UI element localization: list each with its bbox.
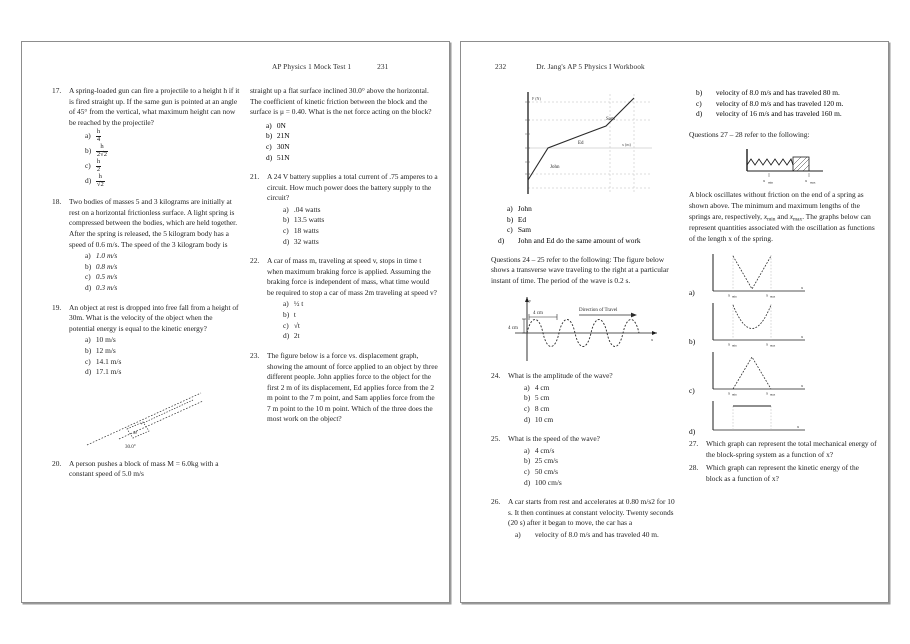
wavelength-label: 4 cm <box>533 311 543 317</box>
question-stem: What is the amplitude of the wave? <box>508 371 613 381</box>
folio-right: 232 <box>495 62 507 71</box>
fraction-denominator: √2 <box>96 180 104 188</box>
choice-b[interactable] <box>524 456 679 467</box>
choice-text: 18 watts <box>293 226 319 236</box>
choice-d[interactable] <box>85 174 240 189</box>
choice-label: d) <box>85 367 92 377</box>
choice-list <box>267 205 438 248</box>
choice-c[interactable] <box>85 272 240 283</box>
svg-text:max: max <box>770 294 776 299</box>
x-min-tick: x <box>728 341 731 347</box>
block-spring-figure <box>689 147 877 185</box>
fraction <box>96 159 101 174</box>
left-page-column-2 <box>250 86 438 434</box>
choice-d[interactable] <box>696 109 877 120</box>
question-number: 28. <box>689 463 699 473</box>
question-number: 18. <box>52 197 62 207</box>
choice-d[interactable] <box>266 153 438 164</box>
fraction-numerator: h <box>98 172 102 180</box>
x-min-inline: x <box>763 211 768 221</box>
inclined-plane-svg <box>81 387 211 453</box>
choice-a[interactable] <box>266 121 438 132</box>
choice-text: 17.1 m/s <box>95 367 122 377</box>
x-axis-label: x <box>797 424 800 430</box>
choice-list <box>508 383 679 426</box>
choice-c[interactable] <box>524 467 679 478</box>
choice-label: a) <box>524 382 530 392</box>
fraction <box>96 129 101 144</box>
choice-text: 0N <box>276 120 286 130</box>
choice-c[interactable] <box>507 225 679 236</box>
choice-label: a) <box>283 204 289 214</box>
question-number: 22. <box>250 256 260 266</box>
left-page-column-1 <box>52 86 240 489</box>
choice-text: velocity of 8.0 m/s and has traveled 120 m. <box>715 98 844 108</box>
folio-left: 231 <box>377 62 389 71</box>
choice-text: √t <box>293 320 300 330</box>
fraction-numerator: h <box>100 142 104 150</box>
choice-label: d) <box>283 331 290 341</box>
incline-angle-label: 30.0° <box>125 444 136 450</box>
choice-label: a) <box>85 131 91 141</box>
question-stem: The figure below is a force vs. displacement graph, showing the amount of force applied to an object by three different people. John applies force to the object for the first 2 m of its displacement, Ed applies force from the 2 m point to the 7 m point, and Sam applies force from the 7 m point to the 10 m point. Which of the three does the most work on the object? <box>267 351 438 424</box>
choice-label: c) <box>85 272 91 282</box>
series-label-sam: Sam <box>606 117 615 122</box>
fraction-numerator: h <box>96 157 101 165</box>
x-axis-tick-label: x (m) <box>622 142 631 147</box>
choice-text: 0.5 m/s <box>95 272 118 282</box>
choice-text: 4 cm/s <box>534 445 555 455</box>
answer-graph-b-label: b) <box>689 337 696 347</box>
choice-text: 13.5 watts <box>293 215 325 225</box>
choice-label: b) <box>283 310 290 320</box>
choice-c[interactable] <box>85 159 240 174</box>
choice-b[interactable] <box>696 88 877 99</box>
running-head-right <box>495 62 645 71</box>
choice-a[interactable] <box>524 446 679 457</box>
choice-list <box>69 335 240 378</box>
choice-text: 1.0 m/s <box>95 251 118 261</box>
choice-c[interactable] <box>266 142 438 153</box>
x-max-tick: x <box>766 292 769 298</box>
block-mass-label: M <box>133 429 137 435</box>
x-axis-label: x <box>801 334 804 340</box>
answer-graph-d-row[interactable] <box>689 398 877 438</box>
question-number: 17. <box>52 86 62 95</box>
choice-label: a) <box>507 204 513 213</box>
answer-graph-d-svg <box>701 398 811 438</box>
question-number: 21. <box>250 172 260 182</box>
x-max-tick: x <box>766 341 769 347</box>
questions-27-28-lead: Questions 27 – 28 refer to the following: <box>689 129 810 139</box>
block-spring-svg <box>723 147 843 185</box>
choice-d[interactable] <box>498 235 679 247</box>
page-right <box>460 41 889 603</box>
choice-label: c) <box>507 225 513 235</box>
question-28 <box>689 463 877 484</box>
choice-c[interactable] <box>524 404 679 415</box>
running-head-title: Dr. Jang's AP 5 Physics I Workbook <box>536 62 645 71</box>
choice-label: d) <box>283 236 290 246</box>
question-stem: A 24 V battery supplies a total current of .75 amperes to a circuit. How much power does the battery supply to the circuit? <box>267 172 438 203</box>
question-number: 19. <box>52 302 62 312</box>
choice-list <box>69 251 240 294</box>
answer-graph-a-label: a) <box>689 288 695 298</box>
choice-text: velocity of 8.0 m/s and has traveled 40 m. <box>534 530 659 539</box>
choice-a[interactable] <box>507 204 679 215</box>
x-max-tick: x <box>766 390 769 396</box>
choice-label: c) <box>266 141 272 151</box>
question-stem: Which graph can represent the kinetic energy of the block as a function of x? <box>706 463 859 483</box>
question-26-choices-continued <box>689 88 877 120</box>
choice-label: c) <box>283 320 289 330</box>
x-axis-label: x <box>801 383 804 389</box>
series-label-ed: Ed <box>578 141 584 146</box>
choice-label: b) <box>85 261 92 271</box>
choice-list <box>508 446 679 489</box>
page-left <box>21 41 450 603</box>
choice-text: 21N <box>276 131 290 141</box>
choice-text: 2t <box>293 331 300 341</box>
choice-list <box>267 299 438 342</box>
choice-label: d) <box>524 477 531 487</box>
choice-text: 30N <box>276 141 290 151</box>
x-axis-label: x <box>801 285 804 291</box>
choice-list <box>69 129 240 188</box>
choice-c[interactable] <box>283 321 438 332</box>
question-24 <box>491 371 679 425</box>
transverse-wave-figure <box>491 293 679 365</box>
fraction-denominator: 2 <box>96 165 101 173</box>
choice-b[interactable] <box>85 262 240 273</box>
desc-part-2: . The graphs below can represent quantities associated with the oscillation as functions of the length x of the spring. <box>689 211 875 243</box>
choice-text: 12 m/s <box>95 345 116 355</box>
question-stem: What is the speed of the wave? <box>508 434 600 444</box>
x-min-subscript: min <box>768 180 773 185</box>
choice-text: 32 watts <box>293 236 319 246</box>
choice-text: .04 watts <box>293 204 321 214</box>
question-stem: A person pushes a block of mass M = 6.0kg with a constant speed of 5.0 m/s <box>69 458 219 479</box>
choice-text: 10 cm <box>534 414 554 424</box>
choice-b[interactable] <box>283 215 438 226</box>
question-20-choices <box>250 121 438 164</box>
question-21 <box>250 172 438 247</box>
question-number: 27. <box>689 439 699 449</box>
question-23 <box>250 351 438 425</box>
question-number: 20. <box>52 458 62 468</box>
desc-part-1: A block oscillates without friction on the end of a spring as shown above. The minimum and maximum lengths of the springs are, respectively, <box>689 190 864 221</box>
choice-text: 50 cm/s <box>534 467 559 477</box>
answer-graph-b-row[interactable] <box>689 300 877 348</box>
choice-label: c) <box>283 226 289 236</box>
choice-text: John and Ed do the same amount of work <box>517 235 641 245</box>
choice-text: 4 cm <box>534 382 550 392</box>
choice-b[interactable] <box>85 144 240 159</box>
choice-label: a) <box>515 530 521 539</box>
amplitude-label: 4 cm <box>508 326 518 332</box>
choice-label: d) <box>266 152 273 162</box>
choice-label: b) <box>696 88 703 97</box>
svg-text:min: min <box>732 343 737 348</box>
x-min-sub-inline: min <box>767 215 776 222</box>
x-max-subscript: max <box>810 180 816 185</box>
answer-graph-a-row[interactable] <box>689 251 877 299</box>
question-17 <box>52 86 240 188</box>
question-number: 23. <box>250 351 260 361</box>
answer-graph-a-svg <box>701 251 811 299</box>
choice-text: 0.8 m/s <box>95 261 118 271</box>
x-min-tick: x <box>728 390 731 396</box>
choice-a[interactable] <box>283 299 438 310</box>
choice-a[interactable] <box>85 335 240 346</box>
choice-text: 25 cm/s <box>534 456 559 466</box>
choice-a[interactable] <box>283 205 438 216</box>
choice-a[interactable] <box>515 530 679 541</box>
choice-text: 0.3 m/s <box>95 282 118 292</box>
choice-a[interactable] <box>85 251 240 262</box>
question-18 <box>52 197 240 293</box>
running-head-title: AP Physics 1 Mock Test 1 <box>272 62 352 71</box>
question-25 <box>491 434 679 488</box>
choice-text: John <box>517 204 532 213</box>
fraction-denominator: 2√2 <box>96 150 108 158</box>
choice-b[interactable] <box>507 215 679 226</box>
question-stem: A spring-loaded gun can fire a projectile to a height h if it is fired straight up. If the same gun is pointed at an angle of 45° from the vertical, what maximum height can now be reached by the projectile? <box>69 86 240 127</box>
question-26 <box>491 497 679 540</box>
choice-label: c) <box>696 98 702 108</box>
choice-text: t <box>293 310 296 320</box>
choice-label: d) <box>85 175 92 185</box>
fraction-numerator: h <box>96 128 101 136</box>
choice-label: d) <box>85 282 92 292</box>
block-spring-description <box>689 190 877 244</box>
choice-d[interactable] <box>283 237 438 248</box>
question-19 <box>52 303 240 378</box>
question-stem: A car of mass m, traveling at speed v, stops in time t when maximum braking force is applied. Assuming the braking force is independent of mass, what time would be required to stop a car of mass 2m traveling at speed v? <box>267 256 437 297</box>
choice-c[interactable] <box>85 357 240 368</box>
choice-d[interactable] <box>524 415 679 426</box>
choice-text: velocity of 8.0 m/s and has traveled 80 m. <box>715 88 840 97</box>
svg-text:min: min <box>732 392 737 397</box>
choice-label: a) <box>283 299 289 309</box>
choice-d[interactable] <box>524 478 679 489</box>
choice-b[interactable] <box>524 393 679 404</box>
question-20-continuation: straight up a flat surface inclined 30.0° above the horizontal. The coefficient of kinetic friction between the block and the surface is μ = 0.40. What is the net force acting on the block? <box>250 86 432 117</box>
question-22 <box>250 256 438 342</box>
choice-c[interactable] <box>283 226 438 237</box>
question-stem: A car starts from rest and accelerates at 0.80 m/s2 for 10 s. It then continues at constant velocity. Twenty seconds (20 s) after it began to move, the car has a <box>508 497 675 528</box>
choice-label: d) <box>696 109 703 119</box>
choice-d[interactable] <box>283 331 438 342</box>
answer-graph-c-row[interactable] <box>689 349 877 397</box>
svg-text:max: max <box>770 392 776 397</box>
x-max-sub-inline: max <box>793 215 803 222</box>
x-max-inline: x <box>789 211 794 221</box>
choice-text: 8 cm <box>534 404 550 413</box>
choice-label: b) <box>283 215 290 225</box>
choice-label: a) <box>524 445 530 455</box>
choice-b[interactable] <box>266 131 438 142</box>
choice-b[interactable] <box>283 310 438 321</box>
x-min-label: x <box>763 178 766 184</box>
choice-label: b) <box>85 145 92 155</box>
choice-label: c) <box>524 404 530 413</box>
choice-label: b) <box>507 214 514 224</box>
choice-text: Ed <box>517 214 527 224</box>
answer-graph-c-label: c) <box>689 386 695 396</box>
choice-list <box>508 530 679 541</box>
choice-label: c) <box>85 356 91 366</box>
choice-label: b) <box>85 345 92 355</box>
question-stem: An object at rest is dropped into free fall from a height of 30m. What is the velocity of the object when the potential energy is equal to the kinetic energy? <box>69 302 239 333</box>
choice-label: d) <box>498 235 505 245</box>
question-number: 24. <box>491 371 501 381</box>
desc-mid: and <box>775 211 790 221</box>
choice-label: b) <box>524 393 531 403</box>
choice-text: 100 cm/s <box>534 477 562 487</box>
fraction <box>96 174 105 189</box>
choice-text: ½ t <box>293 299 304 309</box>
right-page-column-1 <box>491 86 679 550</box>
running-head-left <box>272 62 388 71</box>
choice-d[interactable] <box>85 283 240 294</box>
x-axis-label: x <box>651 337 654 343</box>
y-axis-label: y <box>529 298 532 304</box>
question-number: 25. <box>491 434 501 444</box>
force-vs-displacement-svg <box>510 88 660 198</box>
choice-b[interactable] <box>85 346 240 357</box>
answer-graph-d-label: d) <box>689 427 696 437</box>
choice-text: 10 m/s <box>95 335 116 345</box>
choice-label: a) <box>85 335 91 345</box>
answer-graph-b-svg <box>701 300 811 348</box>
y-axis-tick-label: F (N) <box>532 96 541 101</box>
answer-graph-c-svg <box>701 349 811 397</box>
choice-label: c) <box>524 467 530 477</box>
choice-label: c) <box>85 160 91 170</box>
inclined-plane-figure <box>52 387 240 453</box>
question-27 <box>689 439 877 460</box>
choice-text: velocity of 16 m/s and has traveled 160 m. <box>715 109 842 119</box>
question-23-choices <box>491 204 679 247</box>
series-label-john: John <box>550 165 560 170</box>
choice-text: 51N <box>276 152 290 162</box>
choice-c[interactable] <box>696 98 877 110</box>
question-stem: Two bodies of masses 5 and 3 kilograms are initially at rest on a horizontal frictionless surface. A light spring is compressed between the bodies, which are held together. After the spring is released, the 5 kilogram body has a speed of 0.6 m/s. The speed of the 3 kilogram body is <box>69 197 238 249</box>
direction-of-travel-label: Direction of Travel <box>579 308 618 314</box>
choice-text: 14.1 m/s <box>95 356 122 366</box>
force-displacement-figure <box>491 88 679 198</box>
choice-label: d) <box>524 414 531 424</box>
choice-label: b) <box>524 456 531 466</box>
svg-text:min: min <box>732 294 737 299</box>
choice-label: a) <box>85 251 91 261</box>
choice-label: b) <box>266 131 273 141</box>
questions-24-25-lead: Questions 24 – 25 refer to the following: The figure below shows a transverse wave traveling to the right at a particular instant of time. The period of the wave is 0.2 s. <box>491 254 669 285</box>
choice-d[interactable] <box>85 367 240 378</box>
choice-a[interactable] <box>524 383 679 394</box>
right-page-column-2 <box>689 86 877 494</box>
transverse-wave-svg <box>505 293 665 365</box>
answer-graph-set <box>689 251 877 438</box>
svg-text:max: max <box>770 343 776 348</box>
choice-text: 5 cm <box>534 393 550 403</box>
fraction-denominator: 4 <box>96 135 101 143</box>
question-stem: Which graph can represent the total mechanical energy of the block-spring system as a function of x? <box>706 439 877 459</box>
x-max-label: x <box>805 178 808 184</box>
x-min-tick: x <box>728 292 731 298</box>
fraction <box>96 144 108 159</box>
question-number: 26. <box>491 497 501 507</box>
choice-text: Sam <box>517 225 531 235</box>
choice-a[interactable] <box>85 129 240 144</box>
choice-label: a) <box>266 120 272 130</box>
question-20 <box>52 459 240 480</box>
